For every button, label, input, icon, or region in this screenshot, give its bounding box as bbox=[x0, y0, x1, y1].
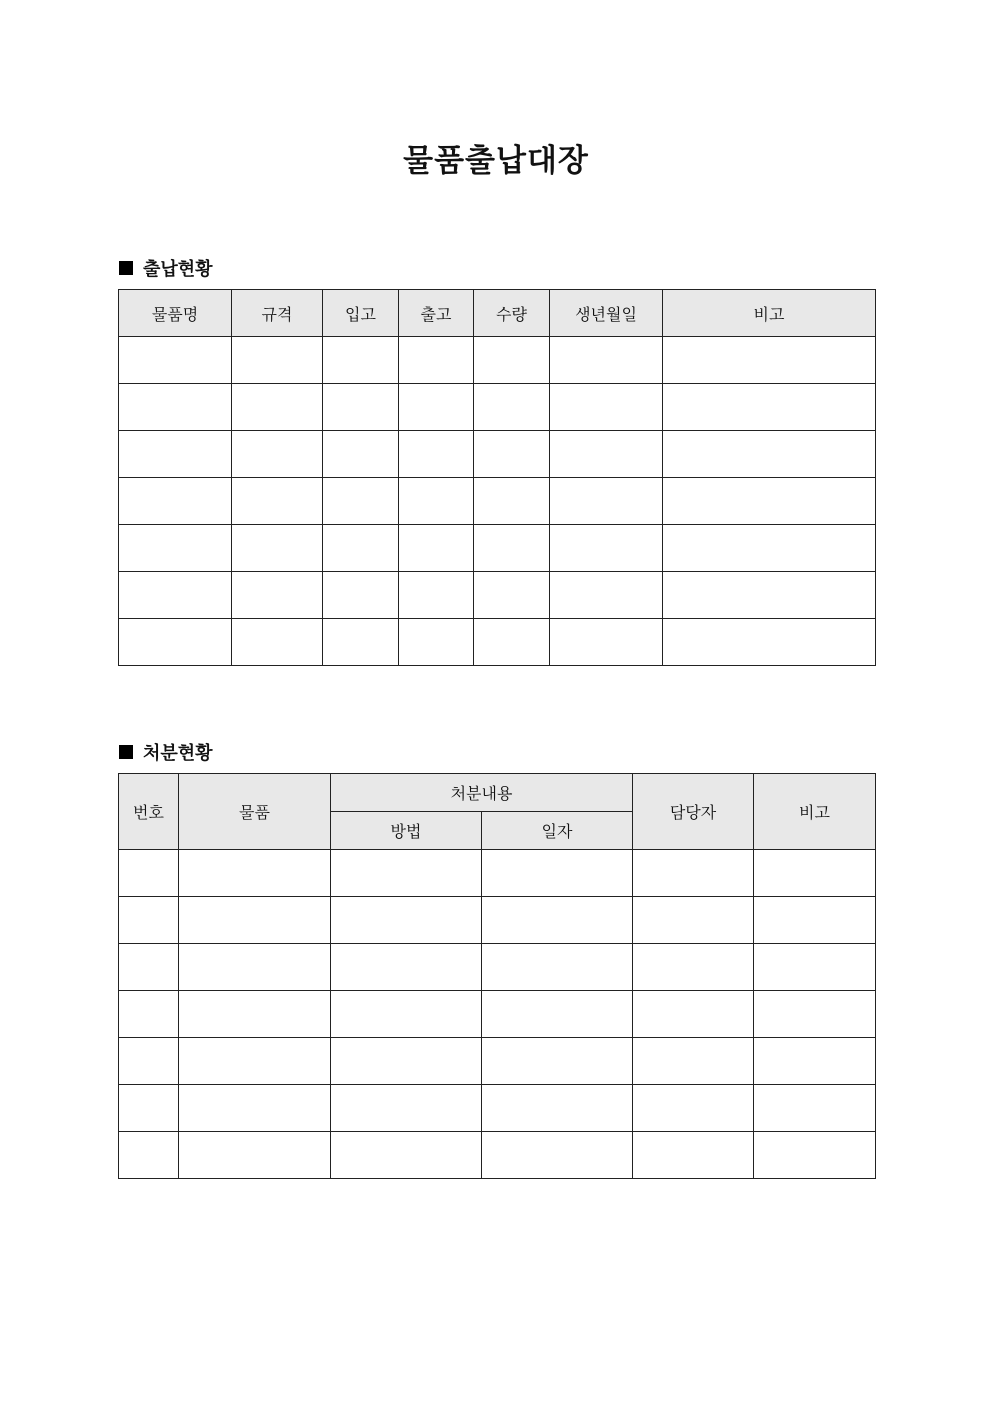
table-cell[interactable] bbox=[119, 1038, 179, 1085]
table-cell[interactable] bbox=[331, 850, 482, 897]
table-cell[interactable] bbox=[179, 850, 331, 897]
col-disposal-content: 처분내용 bbox=[331, 774, 633, 812]
disposal-row bbox=[119, 897, 876, 944]
table-cell[interactable] bbox=[119, 897, 179, 944]
table-cell[interactable] bbox=[754, 1038, 876, 1085]
table-cell[interactable] bbox=[633, 944, 754, 991]
inout-row bbox=[119, 431, 876, 478]
table-cell[interactable] bbox=[633, 1038, 754, 1085]
table-cell[interactable] bbox=[474, 478, 550, 525]
table-cell[interactable] bbox=[323, 431, 399, 478]
col-spec: 규격 bbox=[232, 290, 323, 337]
table-cell[interactable] bbox=[663, 619, 876, 666]
table-cell[interactable] bbox=[474, 525, 550, 572]
table-cell[interactable] bbox=[119, 337, 232, 384]
col-date: 일자 bbox=[482, 812, 633, 850]
table-cell[interactable] bbox=[232, 431, 323, 478]
table-cell[interactable] bbox=[323, 384, 399, 431]
table-cell[interactable] bbox=[663, 525, 876, 572]
table-cell[interactable] bbox=[754, 991, 876, 1038]
table-cell[interactable] bbox=[550, 619, 663, 666]
table-cell[interactable] bbox=[119, 1085, 179, 1132]
table-cell[interactable] bbox=[474, 337, 550, 384]
table-cell[interactable] bbox=[754, 1132, 876, 1179]
inout-row bbox=[119, 384, 876, 431]
table-cell[interactable] bbox=[550, 525, 663, 572]
table-cell[interactable] bbox=[482, 897, 633, 944]
table-cell[interactable] bbox=[179, 1085, 331, 1132]
table-cell[interactable] bbox=[323, 525, 399, 572]
table-cell[interactable] bbox=[323, 337, 399, 384]
table-cell[interactable] bbox=[482, 944, 633, 991]
table-cell[interactable] bbox=[399, 619, 474, 666]
table-cell[interactable] bbox=[663, 384, 876, 431]
table-cell[interactable] bbox=[119, 850, 179, 897]
table-cell[interactable] bbox=[331, 1085, 482, 1132]
table-cell[interactable] bbox=[331, 991, 482, 1038]
col-quantity: 수량 bbox=[474, 290, 550, 337]
table-cell[interactable] bbox=[323, 572, 399, 619]
table-cell[interactable] bbox=[232, 478, 323, 525]
table-cell[interactable] bbox=[550, 572, 663, 619]
table-cell[interactable] bbox=[331, 1038, 482, 1085]
section-heading-disposal-label: 처분현황 bbox=[143, 743, 213, 764]
table-cell[interactable] bbox=[633, 897, 754, 944]
table-cell[interactable] bbox=[550, 384, 663, 431]
table-cell[interactable] bbox=[474, 384, 550, 431]
table-cell[interactable] bbox=[633, 850, 754, 897]
table-cell[interactable] bbox=[232, 619, 323, 666]
table-cell[interactable] bbox=[474, 572, 550, 619]
disposal-row bbox=[119, 991, 876, 1038]
table-cell[interactable] bbox=[399, 431, 474, 478]
table-cell[interactable] bbox=[119, 1132, 179, 1179]
disposal-row bbox=[119, 944, 876, 991]
section-heading-inout bbox=[119, 255, 213, 281]
col-out: 출고 bbox=[399, 290, 474, 337]
col-manager: 담당자 bbox=[633, 774, 754, 850]
table-cell[interactable] bbox=[323, 619, 399, 666]
table-cell[interactable] bbox=[179, 1132, 331, 1179]
table-cell[interactable] bbox=[663, 431, 876, 478]
col-number: 번호 bbox=[119, 774, 179, 850]
inout-table bbox=[118, 289, 876, 666]
col-in: 입고 bbox=[323, 290, 399, 337]
table-cell[interactable] bbox=[550, 337, 663, 384]
section-heading-inout-label: 출납현황 bbox=[143, 259, 213, 280]
table-cell[interactable] bbox=[119, 431, 232, 478]
disposal-row bbox=[119, 1132, 876, 1179]
table-cell[interactable] bbox=[119, 525, 232, 572]
table-cell[interactable] bbox=[633, 1085, 754, 1132]
col-item: 물품 bbox=[179, 774, 331, 850]
table-cell[interactable] bbox=[474, 431, 550, 478]
inout-header-row bbox=[119, 290, 876, 337]
table-cell[interactable] bbox=[474, 619, 550, 666]
disposal-row bbox=[119, 1085, 876, 1132]
table-cell[interactable] bbox=[179, 991, 331, 1038]
table-cell[interactable] bbox=[179, 1038, 331, 1085]
table-cell[interactable] bbox=[119, 944, 179, 991]
table-cell[interactable] bbox=[232, 572, 323, 619]
table-cell[interactable] bbox=[119, 384, 232, 431]
table-cell[interactable] bbox=[633, 1132, 754, 1179]
table-cell[interactable] bbox=[550, 431, 663, 478]
table-cell[interactable] bbox=[399, 525, 474, 572]
table-cell[interactable] bbox=[663, 572, 876, 619]
col-remarks: 비고 bbox=[663, 290, 876, 337]
table-cell[interactable] bbox=[482, 1038, 633, 1085]
square-bullet-icon bbox=[119, 745, 133, 759]
table-cell[interactable] bbox=[179, 944, 331, 991]
table-cell[interactable] bbox=[179, 897, 331, 944]
table-cell[interactable] bbox=[633, 991, 754, 1038]
inout-row bbox=[119, 525, 876, 572]
table-cell[interactable] bbox=[119, 572, 232, 619]
col-remarks: 비고 bbox=[754, 774, 876, 850]
table-cell[interactable] bbox=[232, 525, 323, 572]
table-cell[interactable] bbox=[331, 944, 482, 991]
table-cell[interactable] bbox=[119, 991, 179, 1038]
disposal-row bbox=[119, 1038, 876, 1085]
table-cell[interactable] bbox=[399, 384, 474, 431]
inout-row bbox=[119, 478, 876, 525]
section-heading-disposal bbox=[119, 739, 213, 765]
square-bullet-icon bbox=[119, 261, 133, 275]
table-cell[interactable] bbox=[754, 1085, 876, 1132]
inout-row bbox=[119, 337, 876, 384]
table-cell[interactable] bbox=[482, 991, 633, 1038]
table-cell[interactable] bbox=[754, 944, 876, 991]
disposal-table bbox=[118, 773, 876, 1179]
page-title: 물품출납대장 bbox=[403, 143, 589, 179]
table-cell[interactable] bbox=[119, 619, 232, 666]
disposal-header-row-1 bbox=[119, 774, 876, 812]
table-cell[interactable] bbox=[550, 478, 663, 525]
table-cell[interactable] bbox=[399, 478, 474, 525]
table-cell[interactable] bbox=[482, 1085, 633, 1132]
table-cell[interactable] bbox=[399, 572, 474, 619]
table-cell[interactable] bbox=[754, 897, 876, 944]
table-cell[interactable] bbox=[482, 850, 633, 897]
table-cell[interactable] bbox=[331, 1132, 482, 1179]
table-cell[interactable] bbox=[754, 850, 876, 897]
table-cell[interactable] bbox=[232, 384, 323, 431]
table-cell[interactable] bbox=[119, 478, 232, 525]
table-cell[interactable] bbox=[331, 897, 482, 944]
table-cell[interactable] bbox=[399, 337, 474, 384]
table-cell[interactable] bbox=[482, 1132, 633, 1179]
col-birthdate: 생년월일 bbox=[550, 290, 663, 337]
col-method: 방법 bbox=[331, 812, 482, 850]
table-cell[interactable] bbox=[663, 478, 876, 525]
inout-row bbox=[119, 619, 876, 666]
inout-row bbox=[119, 572, 876, 619]
col-item-name: 물품명 bbox=[119, 290, 232, 337]
table-cell[interactable] bbox=[323, 478, 399, 525]
table-cell[interactable] bbox=[663, 337, 876, 384]
disposal-row bbox=[119, 850, 876, 897]
table-cell[interactable] bbox=[232, 337, 323, 384]
